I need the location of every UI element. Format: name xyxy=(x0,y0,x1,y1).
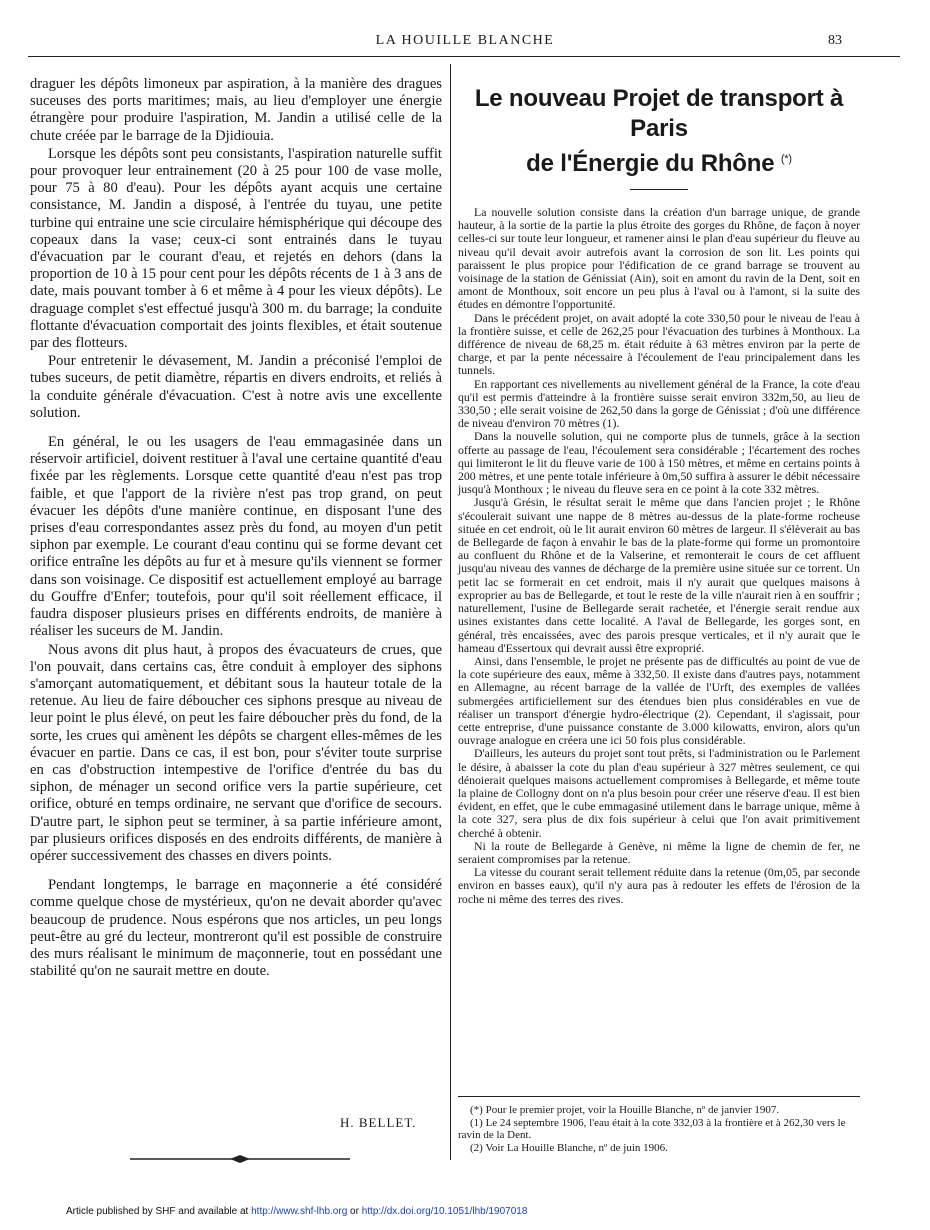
article-title xyxy=(458,84,860,179)
footer-prefix: Article published by SHF and available at xyxy=(66,1206,252,1217)
end-ornament xyxy=(130,1155,350,1163)
left-paragraph: En général, le ou les usagers de l'eau emmagasinée dans un réservoir artificiel, doivent restituer à l'aval une certaine quantité d'eau fixée par les règlements. Lorsque cette quantité d'eau n'est pas trop faible, et que l'apport de la rivière n'est pas trop grand, on peut évacuer les dépôts d'une manière continue, en disposant l'une des prises d'eau correspondantes assez près du fond, au moyen d'un petit siphon par exemple. Le courant d'eau continu qui se forme devant cet orifice entraîne les dépôts au fur et à mesure qu'ils viennent se former dans son voisinage. Ce dispositif est actuellement employé au barrage du Gouffre d'Enfer; toutefois, pour qu'il soit réellement efficace, il faudra disposer plusieurs prises en différents endroits, de manière à réaliser les suceurs de M. Jandin. xyxy=(30,434,442,640)
running-header-title: LA HOUILLE BLANCHE xyxy=(375,33,555,48)
article-title-line2: de l'Énergie du Rhône xyxy=(526,150,775,177)
footnote: (2) Voir La Houille Blanche, nº de juin 1906. xyxy=(470,1141,668,1154)
footer-link-doi[interactable]: http://dx.doi.org/10.1051/lhb/1907018 xyxy=(361,1206,528,1217)
footnote: (*) Pour le premier projet, voir la Houille Blanche, nº de janvier 1907. xyxy=(470,1104,780,1116)
footnote: (1) Le 24 septembre 1906, l'eau était à la cote 332,03 à la frontière et à 262,30 vers le ravin de la Dent. xyxy=(458,1116,846,1142)
footer-middle: or xyxy=(347,1206,362,1217)
footer-link-shf[interactable]: http://www.shf-lhb.org xyxy=(251,1206,348,1217)
right-paragraph: Ainsi, dans l'ensemble, le projet ne présente pas de difficultés au point de vue de la cote supérieure des eaux, même à 332,50. Il existe dans d'autres pays, notamment en Allemagne, au récent barrage de la vallée de l'Urft, des exemples de vallées submergées artificiellement sur des étendues bien plus considérables en vue de réaliser un transport d'énergie hydro-électrique (2). Cependant, il s'agissait, pour cette entreprise, d'une puissance constante de 3.000 kilowatts, environ, alors qu'un ouvrage analogue en créera une ici 50 fois plus considérable. xyxy=(458,653,860,748)
right-paragraph: Dans le précédent projet, on avait adopté la cote 330,50 pour le niveau de l'eau à la frontière suisse, et celle de 262,25 pour l'évacuation des turbines à Monthoux. La différence de niveau de 68,25 m. était réduite à 63 mètres environ par la perte de charge, et par la pente nécessaire à l'écoulement de l'eau principalement dans les tunnels. xyxy=(458,310,860,378)
left-paragraph: Nous avons dit plus haut, à propos des évacuateurs de crues, que l'on pouvait, dans certains cas, être conduit à employer des siphons s'amorçant automatiquement, et débitant sous la hauteur totale de la retenue. Au lieu de faire déboucher ces siphons presque au niveau de leur point le plus élevé, on peut les faire déboucher près du fond, de la sorte, les crues qui amènent les dépôts se chargent elles-mêmes de les évacuer en partie. Dans ce cas, il est bon, pour s'éviter toute surprise en cas d'obstruction intempestive de l'orifice d'entrée du bas du siphon, de ménager un second orifice vers la partie supérieure, cet orifice, obturé en temps ordinaire, ne servant que d'orifice de secours. D'autre part, le siphon peut se terminer, à sa partie inférieure amont, par plusieurs orifices disposés en des endroits différents, de manière à opérer successivement des chasses en divers points. xyxy=(30,641,442,864)
right-paragraph: Dans la nouvelle solution, qui ne comporte plus de tunnels, grâce à la section offerte au passage de l'eau, l'écoulement sera considérable ; l'écartement des roches qui limiteront le lit du fleuve varie de 100 à 150 mètres, et même en certains points à 200 mètres, et une pente totale inférieure à 0m,50 suffira à assurer le débit nécessaire jusqu'à Monthoux ; le niveau du fleuve sera en ce point à la cote 332 mètres. xyxy=(458,429,860,497)
article-body xyxy=(458,206,860,906)
page-number: 83 xyxy=(828,33,842,48)
title-rule xyxy=(630,189,688,190)
right-paragraph: D'ailleurs, les auteurs du projet sont tout prêts, si l'administration ou le Parlement le désire, à abaisser la cote du plan d'eau supérieur à 327 mètres seulement, ce qui dénoierait quelques maisons actuellement compromises à Bellegarde, et même toute la plaine de Collogny dont on n'a plus besoin pour créer une réserve d'eau. Il est bien évident, en effet, que le cube emmagasiné utilement dans le barrage unique, même à la cote 327, sera plus de dix fois supérieur à celui que l'on avait primitivement cherché à obtenir. xyxy=(458,746,860,840)
left-column xyxy=(30,76,442,980)
title-footnote-marker: (*) xyxy=(780,153,792,165)
footnote-rule xyxy=(458,1096,860,1097)
left-paragraph: Lorsque les dépôts sont peu consistants, l'aspiration naturelle suffit pour provoquer leur entrainement (20 à 25 pour 100 de vase molle, pour 75 à 80 d'eau). Pour les dépôts ayant acquis une certaine consistance, M. Jandin a disposé, à l'entrée du tuyau, une petite turbine qui entraine une scie circulaire hémisphérique qui découpe des copeaux dans la vase; ceux-ci sont entrainés dans le tuyau d'évacuation par le courant d'eau, et rejetés en dehors (dans la proportion de 10 à 15 pour cent pour les dépôts récents de 1 à 3 ans de date, mais pouvant tomber à 6 et même à 4 pour les vieux dépôts). Le draguage complet s'est effectué jusqu'à 300 m. du barrage; la conduite flottante d'évacuation comportait des joints flexibles, et était soutenue par des flotteurs. xyxy=(30,145,442,352)
right-paragraph: La nouvelle solution consiste dans la création d'un barrage unique, de grande hauteur, à la sortie de la partie la plus étroite des gorges du Rhône, de façon à noyer celles-ci sur toute leur longueur, et ramener ainsi le plan d'eau supérieur du fleuve au niveau qu'il devait avoir autrefois avant la corrosion de son lit. Les points qui paraissent le plus propice pour l'édification de ce grand barrage se trouvent au voisinage de la station de Génissiat (Ain), soit en amont du ravin de la Dent, soit en amont de Monthoux, soit encore un peu plus à l'aval ou à l'amont, si la suite des études en démontre l'opportunité. xyxy=(458,205,860,312)
column-divider xyxy=(450,64,451,1160)
right-column xyxy=(458,84,860,906)
footnotes xyxy=(458,1104,860,1154)
article-title-line1: Le nouveau Projet de transport à Paris xyxy=(474,85,844,142)
author-signature: H. BELLET. xyxy=(340,1115,417,1130)
right-paragraph: Jusqu'à Grésin, le résultat serait le même que dans l'ancien projet ; le Rhône s'écoulerait suivant une nappe de 8 mètres au-dessus de la plate-forme rocheuse située en cet endroit, où le lit aurait environ 60 mètres de largeur. Il s'élèverait au bas de Bellegarde de façon à envahir le bas de la plate-forme qui forme un promontoire au confluent du Rhône et de la Valserine, et remonterait le cours de cet affluent jusqu'au niveau des vannes de décharge de la première usine située sur ce torrent. Un petit lac se formerait en cet endroit, mais il n'y aurait que quelques maisons à exproprier au bas de Bellegarde, et tout le reste de la ville n'aurait rien à en souffrir ; naturellement, l'usine de Bellegarde serait rachetée, et l'énergie serait rendue aux usines existantes dans cette localité. A l'aval de Bellegarde, les gorges sont, en général, très encaissées, avec des parois presque verticales, et il n'y aurait que le hameau d'Essertoux qui devrait aussi être exproprié. xyxy=(458,495,860,655)
left-paragraph: Pendant longtemps, le barrage en maçonnerie a été considéré comme quelque chose de mystérieux, qu'on ne devait aborder qu'avec beaucoup de prudence. Nous espérons que nos articles, un peu longs peut-être au gré du lecteur, montreront qu'il est possible de construire des murs réalisant le minimum de maçonnerie, tout en possédant une stabilité qu'on ne saurait mettre en doute. xyxy=(30,877,442,980)
left-paragraph: draguer les dépôts limoneux par aspiration, à la manière des dragues suceuses des ports maritimes; mais, au lieu d'employer une énergie étrangère pour produire l'aspiration, M. Jandin a utilisé celle de la chute créée par le barrage de la Djidiouia. xyxy=(30,76,442,144)
publisher-footer xyxy=(66,1206,527,1217)
left-paragraph: Pour entretenir le dévasement, M. Jandin a préconisé l'emploi de tubes suceurs, de petit diamètre, répartis en divers endroits, et reliés à la conduite générale d'évacuation. C'est à notre avis une excellente solution. xyxy=(30,353,442,421)
right-paragraph: Ni la route de Bellegarde à Genève, ni même la ligne de chemin de fer, ne seraient compromises par la retenue. xyxy=(458,838,860,866)
right-paragraph: La vitesse du courant serait tellement réduite dans la retenue (0m,05, par seconde environ en basses eaux), qu'il n'y aura pas à redouter les effets de l'érosion de la roche ni même des terres des rives. xyxy=(458,865,860,906)
right-paragraph: En rapportant ces nivellements au nivellement général de la France, la cote d'eau qu'il est permis d'atteindre à la frontière suisse serait environ 332m,50, au lieu de 330,50 ; elle serait voisine de 262,50 dans la gorge de Génissiat ; d'où une différence de niveau d'environ 70 mètres (1). xyxy=(458,376,860,431)
header-rule xyxy=(28,56,900,57)
